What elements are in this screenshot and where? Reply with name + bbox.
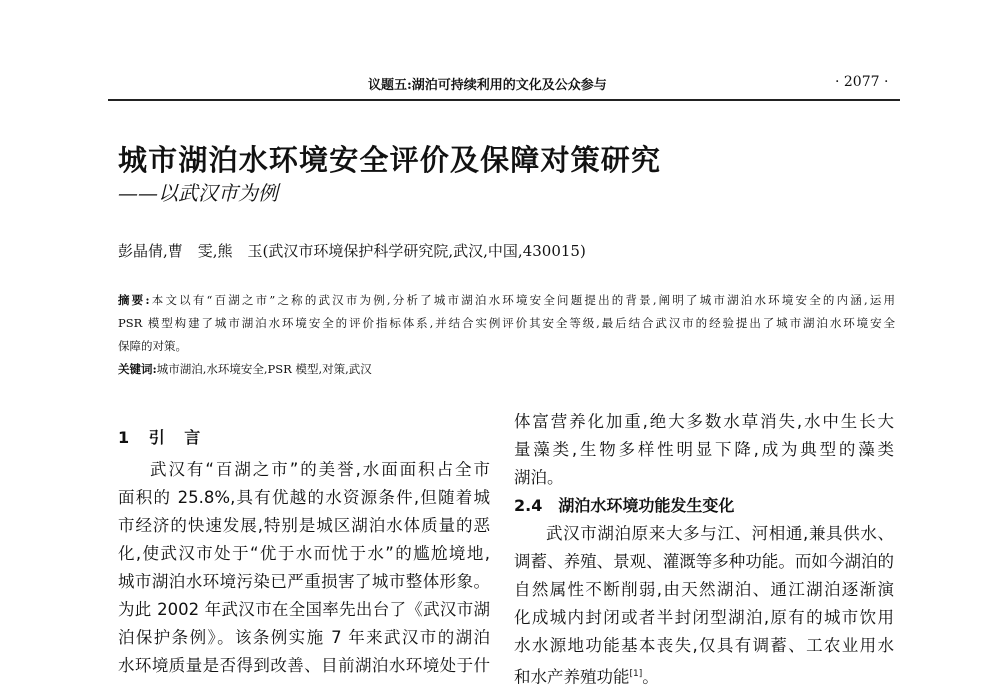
body-line: 自然属性不断削弱,由天然湖泊、通江湖泊逐渐演 — [514, 580, 894, 599]
keywords-label: 关键词: — [118, 362, 157, 376]
body-line: 化成城内封闭或者半封闭型湖泊,原有的城市饮用 — [514, 608, 894, 627]
body-line: 和水产养殖功能[1]。 — [514, 667, 659, 687]
authors: 彭晶倩,曹 雯,熊 玉(武汉市环境保护科学研究院,武汉,中国,430015) — [118, 242, 586, 260]
running-header: 议题五:湖泊可持续利用的文化及公众参与 — [368, 78, 607, 93]
body-line: 面积的 25.8%,具有优越的水资源条件,但随着城 — [118, 488, 490, 507]
paper-subtitle: ——以武汉市为例 — [118, 181, 278, 205]
section-heading-1: 1 引 言 — [118, 428, 201, 447]
abstract-line: 摘要:本文以有“百湖之市”之称的武汉市为例,分析了城市湖泊水环境安全问题提出的背景,阐明了城市湖泊水环境安全的内涵,运用 — [118, 293, 895, 307]
body-line: 水水源地功能基本丧失,仅具有调蓄、工农业用水 — [514, 636, 894, 655]
body-line: 量藻类,生物多样性明显下降,成为典型的藻类 — [514, 440, 894, 459]
body-line: 市经济的快速发展,特别是城区湖泊水体质量的恶 — [118, 516, 490, 535]
keywords: 关键词:城市湖泊,水环境安全,PSR 模型,对策,武汉 — [118, 362, 372, 376]
paper-title: 城市湖泊水环境安全评价及保障对策研究 — [118, 143, 660, 177]
body-line: 武汉市湖泊原来大多与江、河相通,兼具供水、 — [546, 524, 894, 543]
page-number: · 2077 · — [835, 74, 889, 90]
abstract-label: 摘要: — [118, 293, 150, 307]
body-line: 调蓄、养殖、景观、灌溉等多种功能。而如今湖泊的 — [514, 552, 894, 571]
body-line: 泊保护条例》。该条例实施 7 年来武汉市的湖泊 — [118, 628, 490, 647]
body-line: 湖泊。 — [514, 468, 564, 487]
citation: [1] — [629, 669, 643, 679]
body-line: 体富营养化加重,绝大多数水草消失,水中生长大 — [514, 412, 894, 431]
header-rule — [108, 99, 900, 101]
body-line: 城市湖泊水环境污染已严重损害了城市整体形象。 — [118, 572, 490, 591]
abstract-line: 保障的对策。 — [118, 339, 187, 353]
body-line: 武汉有“百湖之市”的美誉,水面面积占全市 — [150, 460, 490, 479]
body-line: 水环境质量是否得到改善、目前湖泊水环境处于什 — [118, 656, 490, 675]
body-line: 化,使武汉市处于“优于水而忧于水”的尴尬境地, — [118, 544, 490, 563]
abstract-line: PSR 模型构建了城市湖泊水环境安全的评价指标体系,并结合实例评价其安全等级,最后结合武汉市的经验提出了城市湖泊水环境安全 — [118, 316, 895, 330]
body-line: 为此 2002 年武汉市在全国率先出台了《武汉市湖 — [118, 600, 490, 619]
section-heading-2-4: 2.4 湖泊水环境功能发生变化 — [514, 496, 735, 515]
